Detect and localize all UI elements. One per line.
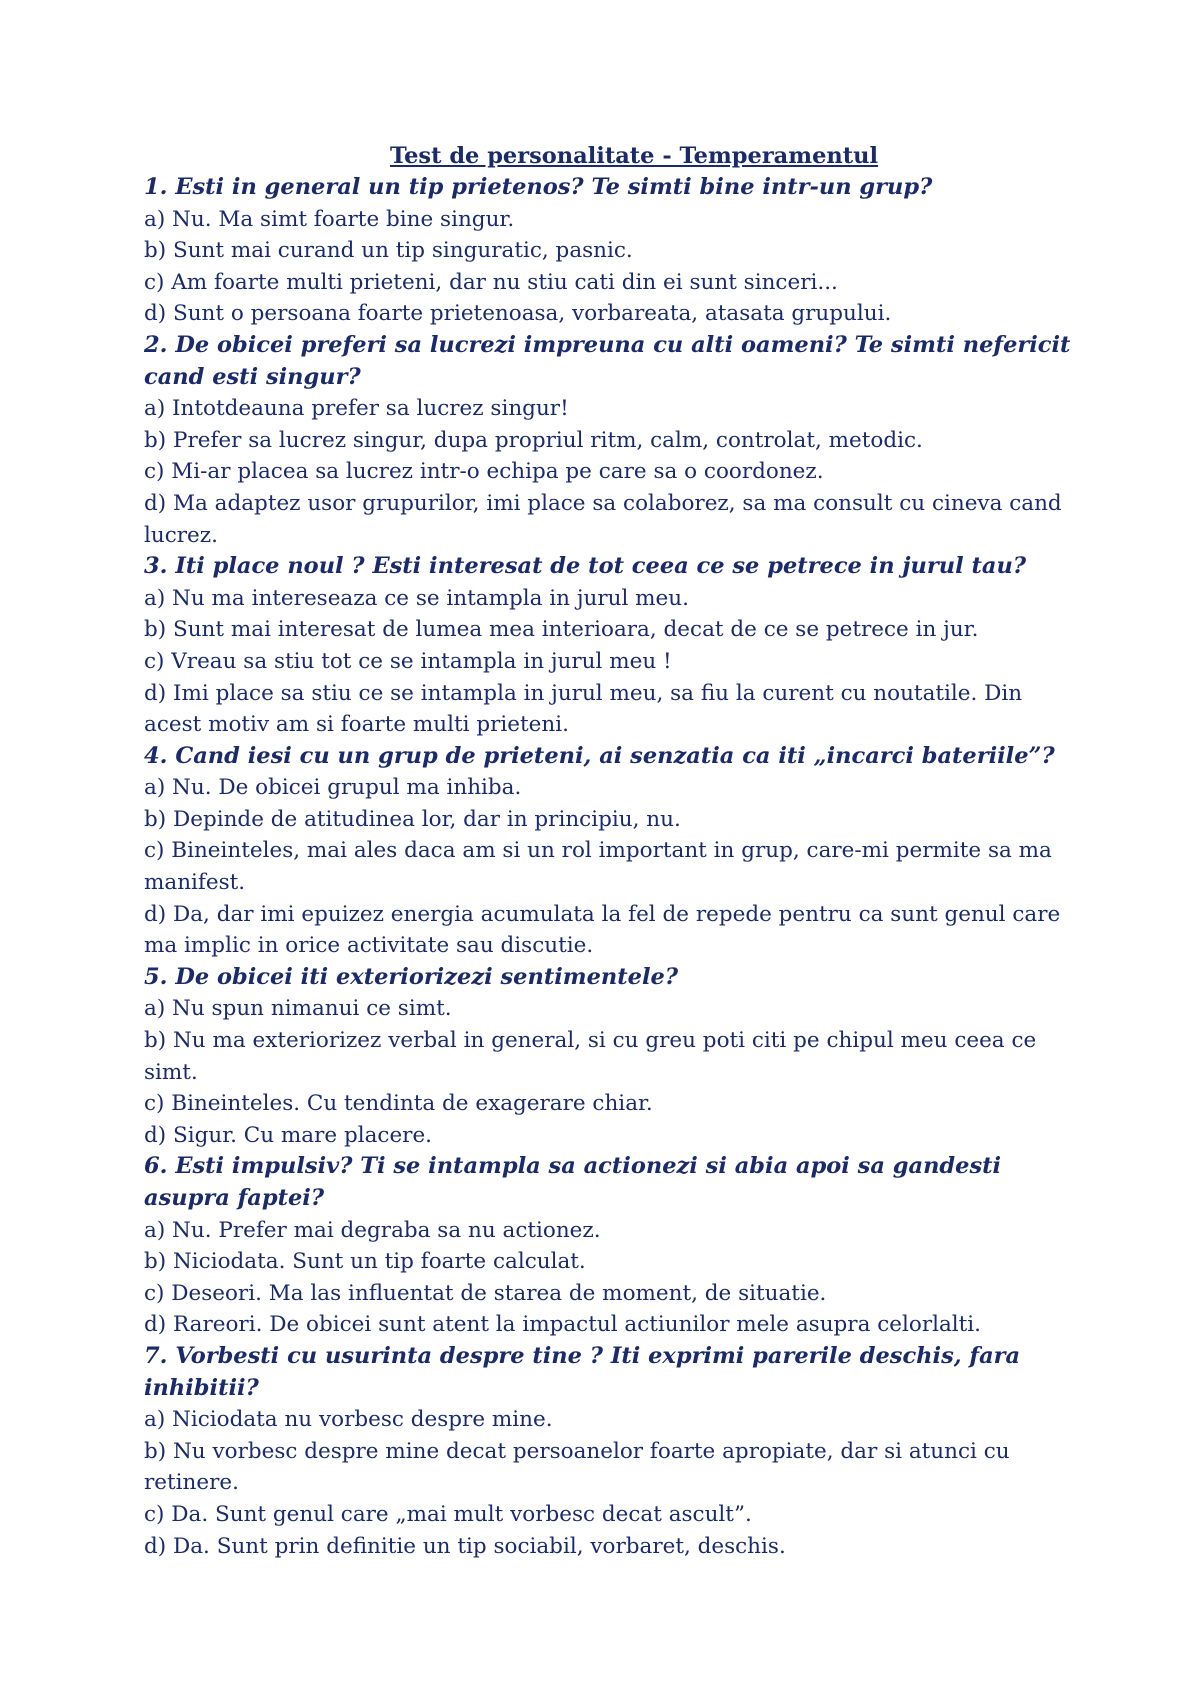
question-4-option-c: c) Bineinteles, mai ales daca am si un rol important in grup, care-mi permite sa ma manifest. — [144, 838, 1052, 896]
question-4-option-d: d) Da, dar imi epuizez energia acumulata la fel de repede pentru ca sunt genul care ma implic in orice activitate sau discutie. — [144, 901, 1061, 959]
question-3-option-c: c) Vreau sa stiu tot ce se intampla in jurul meu ! — [144, 648, 672, 674]
question-2-option-b: b) Prefer sa lucrez singur, dupa propriul ritm, calm, controlat, metodic. — [144, 427, 923, 453]
question-4-option-b: b) Depinde de atitudinea lor, dar in principiu, nu. — [144, 806, 681, 832]
document-title: Test de personalitate - Temperamentul — [389, 143, 879, 169]
question-6: 6. Esti impulsiv? Ti se intampla sa actionezi si abia apoi sa gandesti asupra faptei? — [144, 1153, 1002, 1211]
question-6-option-b: b) Niciodata. Sunt un tip foarte calculat. — [144, 1249, 586, 1275]
question-1-option-a: a) Nu. Ma simt foarte bine singur. — [144, 206, 515, 232]
question-6-option-d: d) Rareori. De obicei sunt atent la impactul actiunilor mele asupra celorlalti. — [144, 1312, 982, 1338]
question-4-option-a: a) Nu. De obicei grupul ma inhiba. — [144, 775, 522, 801]
question-1-option-c: c) Am foarte multi prieteni, dar nu stiu cati din ei sunt sinceri... — [144, 269, 838, 295]
question-7-option-d: d) Da. Sunt prin definitie un tip sociabil, vorbaret, deschis. — [144, 1533, 786, 1559]
question-5: 5. De obicei iti exteriorizezi sentimentele? — [144, 963, 679, 990]
question-3-option-d: d) Imi place sa stiu ce se intampla in jurul meu, sa fiu la curent cu noutatile. Din acest motiv am si foarte multi prieteni. — [144, 680, 1023, 738]
question-2: 2. De obicei preferi sa lucrezi impreuna cu alti oameni? Te simti nefericit cand esti singur? — [144, 331, 1071, 390]
question-block-6 — [144, 1151, 1084, 1341]
question-7-option-c: c) Da. Sunt genul care „mai mult vorbesc decat ascult”. — [144, 1501, 752, 1527]
question-4: 4. Cand iesi cu un grup de prieteni, ai senzatia ca iti „incarci bateriile”? — [144, 742, 1055, 769]
question-2-option-a: a) Intotdeauna prefer sa lucrez singur! — [144, 396, 569, 422]
question-2-option-c: c) Mi-ar placea sa lucrez intr-o echipa pe care sa o coordonez. — [144, 459, 824, 485]
question-5-option-a: a) Nu spun nimanui ce simt. — [144, 996, 452, 1022]
question-6-option-a: a) Nu. Prefer mai degraba sa nu actionez. — [144, 1217, 601, 1243]
question-block-2 — [144, 330, 1084, 551]
question-3-option-a: a) Nu ma intereseaza ce se intampla in jurul meu. — [144, 585, 689, 611]
question-3-option-b: b) Sunt mai interesat de lumea mea interioara, decat de ce se petrece in jur. — [144, 617, 979, 643]
question-block-3 — [144, 551, 1084, 741]
question-5-option-c: c) Bineinteles. Cu tendinta de exagerare chiar. — [144, 1091, 653, 1117]
question-1-option-d: d) Sunt o persoana foarte prietenoasa, vorbareata, atasata grupului. — [144, 301, 892, 327]
question-2-option-d: d) Ma adaptez usor grupurilor, imi place sa colaborez, sa ma consult cu cineva cand lucrez. — [144, 490, 1062, 548]
question-block-4 — [144, 741, 1084, 962]
question-1: 1. Esti in general un tip prietenos? Te simti bine intr-un grup? — [144, 174, 933, 200]
question-3: 3. Iti place noul ? Esti interesat de tot ceea ce se petrece in jurul tau? — [144, 553, 1027, 580]
question-block-5 — [144, 962, 1084, 1152]
question-1-option-b: b) Sunt mai curand un tip singuratic, pasnic. — [144, 238, 633, 264]
question-7-option-b: b) Nu vorbesc despre mine decat persoanelor foarte apropiate, dar si atunci cu retinere. — [144, 1438, 1010, 1496]
question-5-option-b: b) Nu ma exteriorizez verbal in general, si cu greu poti citi pe chipul meu ceea ce simt. — [144, 1028, 1037, 1085]
question-block-7 — [144, 1341, 1084, 1562]
question-7-option-a: a) Niciodata nu vorbesc despre mine. — [144, 1407, 553, 1433]
question-block-1 — [144, 172, 1084, 330]
question-5-option-d: d) Sigur. Cu mare placere. — [144, 1122, 433, 1148]
document-page — [144, 140, 1084, 1562]
question-7: 7. Vorbesti cu usurinta despre tine ? Iti exprimi parerile deschis, fara inhibitii? — [144, 1342, 1021, 1401]
question-6-option-c: c) Deseori. Ma las influentat de starea de moment, de situatie. — [144, 1280, 827, 1306]
